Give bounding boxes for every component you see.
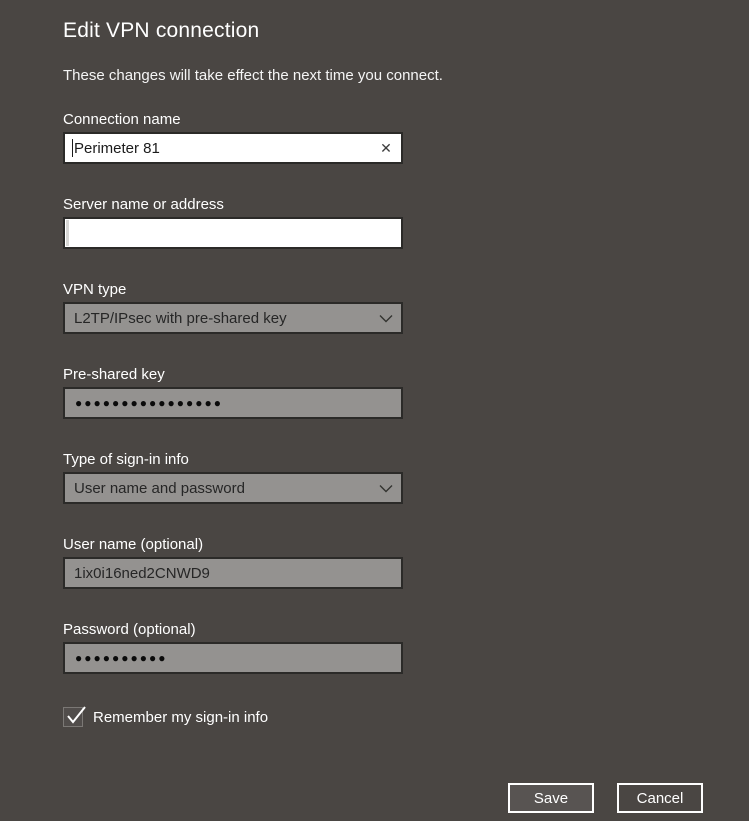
- chevron-down-icon: [371, 304, 401, 332]
- pre-shared-key-masked-value: ●●●●●●●●●●●●●●●●: [75, 396, 223, 410]
- pre-shared-key-label: Pre-shared key: [63, 366, 165, 383]
- save-button[interactable]: Save: [508, 783, 594, 813]
- user-name-value: 1ix0i16ned2CNWD9: [74, 564, 210, 582]
- server-address-label: Server name or address: [63, 196, 224, 213]
- sign-in-type-label: Type of sign-in info: [63, 451, 189, 468]
- server-address-input[interactable]: [63, 217, 403, 249]
- vpn-type-dropdown[interactable]: [63, 302, 403, 334]
- password-label: Password (optional): [63, 621, 196, 638]
- text-caret: [66, 220, 69, 246]
- page-title: Edit VPN connection: [63, 19, 260, 42]
- vpn-type-label: VPN type: [63, 281, 127, 298]
- checkbox-checked[interactable]: [63, 707, 83, 727]
- text-caret: [72, 139, 73, 157]
- checkmark-icon: [66, 705, 88, 727]
- connection-name-label: Connection name: [63, 111, 181, 128]
- password-input[interactable]: [63, 642, 403, 674]
- connection-name-value: Perimeter 81: [74, 139, 160, 157]
- vpn-type-selected: L2TP/IPsec with pre-shared key: [74, 309, 287, 327]
- chevron-down-icon: [371, 474, 401, 502]
- password-masked-value: ●●●●●●●●●●: [75, 651, 168, 665]
- cancel-button[interactable]: Cancel: [617, 783, 703, 813]
- sign-in-type-selected: User name and password: [74, 479, 245, 497]
- clear-text-icon[interactable]: ✕: [380, 139, 392, 156]
- user-name-input[interactable]: [63, 557, 403, 589]
- pre-shared-key-input[interactable]: [63, 387, 403, 419]
- user-name-label: User name (optional): [63, 536, 204, 553]
- sign-in-type-dropdown[interactable]: [63, 472, 403, 504]
- page-subtitle: These changes will take effect the next time you connect.: [63, 67, 443, 84]
- connection-name-input[interactable]: [63, 132, 403, 164]
- remember-sign-in-label: Remember my sign-in info: [93, 708, 269, 726]
- remember-sign-in-checkbox-row[interactable]: [63, 707, 749, 727]
- dialog-actions: [0, 783, 749, 813]
